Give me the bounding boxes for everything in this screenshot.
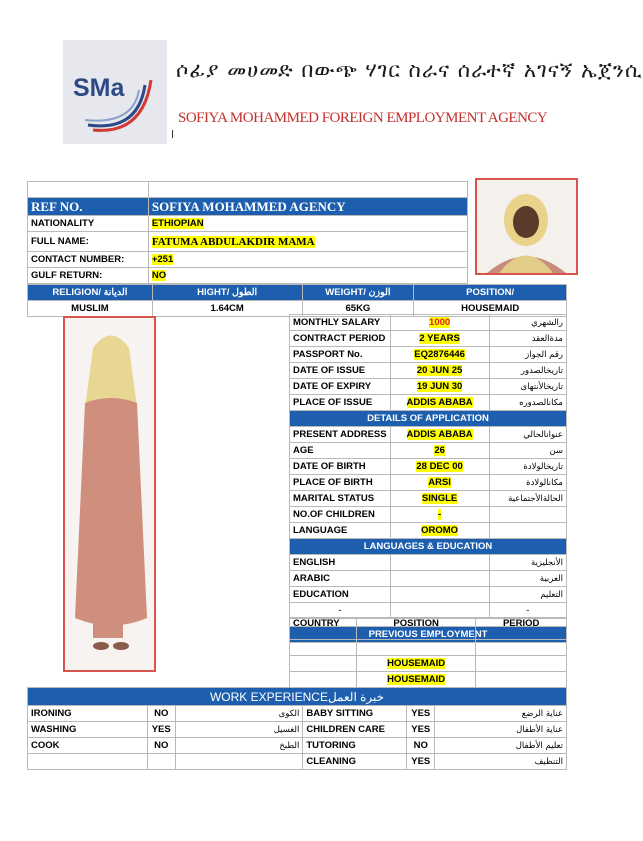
detail-value: EQ2876446 [414,349,465,360]
detail-value-cell [390,363,489,379]
height-header: HIGHT/ الطول [152,285,302,301]
contact-label: CONTACT NUMBER: [28,252,149,268]
application-label: PRESENT ADDRESS [290,427,391,443]
work-right-arabic: التنظيف [435,754,567,770]
work-left-label: IRONING [28,706,148,722]
portrait-icon [477,180,576,273]
details-row [290,395,567,411]
detail-value: 1000 [429,317,451,328]
agency-logo [63,40,167,144]
language-label: ARABIC [290,571,391,587]
portrait-photo [475,178,578,275]
language-arabic: الأنجليزية [489,555,566,571]
application-value: - [438,509,442,520]
contact-value: +251 [151,254,174,265]
application-row [290,475,567,491]
work-right-value: YES [407,706,435,722]
application-value-cell [390,443,489,459]
application-value: SINGLE [421,493,458,504]
application-label: DATE OF BIRTH [290,459,391,475]
application-value: 28 DEC 00 [416,461,463,472]
application-row [290,491,567,507]
logo-text: SMa [73,74,125,102]
language-value [390,587,489,603]
detail-arabic: تاريخالصدور [489,363,566,379]
application-label: LANGUAGE [290,523,391,539]
religion-header: RELIGION/ الديانة [28,285,153,301]
work-left-arabic: الكوى [175,706,303,722]
work-row [28,706,567,722]
weight-header: WEIGHT/ الوزن [302,285,414,301]
detail-value-cell [390,331,489,347]
education-dash-left: - [290,603,391,619]
full-body-photo [63,316,156,672]
detail-value: 20 JUN 25 [416,365,463,376]
application-arabic: الحالةالأجتماعية [489,491,566,507]
work-right-arabic: عناية الأطفال [435,722,567,738]
detail-value: 19 JUN 30 [416,381,463,392]
application-row [290,443,567,459]
detail-value: ADDIS ABABA [406,397,473,408]
work-left-label [28,754,148,770]
detail-label: PLACE OF ISSUE [290,395,391,411]
work-left-value: NO [147,738,175,754]
detail-value: 2 YEARS [419,333,460,344]
period-header: PERIOD [476,618,567,640]
work-right-label: BABY SITTING [303,706,407,722]
detail-arabic: رقم الجواز [489,347,566,363]
work-left-label: WASHING [28,722,148,738]
details-row [290,315,567,331]
detail-label: DATE OF ISSUE [290,363,391,379]
language-label: ENGLISH [290,555,391,571]
application-value-cell [390,523,489,539]
work-experience-header: WORK EXPERIENCEخبرة العمل [28,688,567,706]
application-arabic: عنوانالحالي [489,427,566,443]
work-left-arabic: الطبخ [175,738,303,754]
work-right-value: YES [407,754,435,770]
work-left-label: COOK [28,738,148,754]
application-arabic: مكانالولادة [489,475,566,491]
languages-header: LANGUAGES & EDUCATION [290,539,567,555]
language-arabic: التعليم [489,587,566,603]
work-right-value: NO [407,738,435,754]
application-value: 26 [434,445,445,456]
work-left-arabic: الغسيل [175,722,303,738]
language-row [290,587,567,603]
nationality-label: NATIONALITY [28,216,149,232]
detail-arabic: رالشهري [489,315,566,331]
application-value: ARSI [428,477,451,488]
religion-value: MUSLIM [28,301,153,317]
details-table [289,314,567,643]
language-label: EDUCATION [290,587,391,603]
detail-label: MONTHLY SALARY [290,315,391,331]
education-dash-right: - [489,603,566,619]
application-row [290,523,567,539]
work-left-arabic [175,754,303,770]
detail-label: CONTRACT PERIOD [290,331,391,347]
summary-table [27,284,567,317]
application-value-cell [390,507,489,523]
full-name-value: FATUMA ABDULAKDIR MAMA [151,235,315,248]
application-label: AGE [290,443,391,459]
application-row [290,507,567,523]
application-label: NO.OF CHILDREN [290,507,391,523]
application-value: ADDIS ABABA [406,429,473,440]
detail-value-cell [390,315,489,331]
application-label: MARITAL STATUS [290,491,391,507]
full-body-icon [65,318,154,670]
work-right-arabic: عناية الرضع [435,706,567,722]
details-row [290,347,567,363]
application-header: DETAILS OF APPLICATION [290,411,567,427]
language-value [390,571,489,587]
application-row [290,459,567,475]
personal-info-table [27,181,468,284]
application-arabic [489,523,566,539]
application-row [290,427,567,443]
application-value-cell [390,475,489,491]
ref-value: SOFIYA MOHAMMED AGENCY [148,198,467,216]
work-right-label: CLEANING [303,754,407,770]
work-row [28,738,567,754]
application-value-cell [390,427,489,443]
application-value-cell [390,459,489,475]
gulf-return-value: NO [151,270,167,281]
detail-arabic: مدةالعقد [489,331,566,347]
work-right-label: TUTORING [303,738,407,754]
ref-label: REF NO. [28,198,149,216]
work-right-arabic: تعليم الأطفال [435,738,567,754]
amharic-title: ሶፊያ መሀመድ በውጭ ሃገር ስራና ሰራተኛ አገናኝ ኤጀንሲ [176,58,643,82]
work-left-value [147,754,175,770]
position-value: HOUSEMAID [414,301,567,317]
detail-value-cell [390,347,489,363]
language-arabic: العربية [489,571,566,587]
employment-header: PREVIOUS EMPLOYMENT [290,627,567,643]
details-row [290,363,567,379]
work-row [28,722,567,738]
application-arabic: سن [489,443,566,459]
employment-position-2: HOUSEMAID [387,674,446,685]
detail-arabic: تاريخالأنتهاى [489,379,566,395]
position-col-header: POSITION [356,618,476,640]
application-label: PLACE OF BIRTH [290,475,391,491]
employment-position-1: HOUSEMAID [387,658,446,669]
details-row [290,379,567,395]
work-experience-table [27,687,567,770]
work-left-value: NO [147,706,175,722]
height-value: 1.64CM [152,301,302,317]
detail-label: DATE OF EXPIRY [290,379,391,395]
gulf-return-label: GULF RETURN: [28,268,149,284]
detail-value-cell [390,395,489,411]
position-header: POSITION/ [414,285,567,301]
work-right-label: CHILDREN CARE [303,722,407,738]
language-row [290,555,567,571]
application-value: OROMO [421,525,459,536]
application-value-cell [390,491,489,507]
detail-arabic: مكانالصدوره [489,395,566,411]
work-left-value: YES [147,722,175,738]
language-value [390,555,489,571]
application-arabic: تاريخالولادة [489,459,566,475]
english-title: SOFIYA MOHAMMED FOREIGN EMPLOYMENT AGENCY [178,110,548,126]
language-row [290,571,567,587]
detail-label: PASSPORT No. [290,347,391,363]
details-row [290,331,567,347]
text-cursor [172,130,173,138]
weight-value: 65KG [302,301,414,317]
full-name-label: FULL NAME: [28,232,149,252]
nationality-value: ETHIOPIAN [151,218,204,229]
application-arabic [489,507,566,523]
work-row [28,754,567,770]
country-header: COUNTRY [290,618,357,640]
detail-value-cell [390,379,489,395]
work-right-value: YES [407,722,435,738]
